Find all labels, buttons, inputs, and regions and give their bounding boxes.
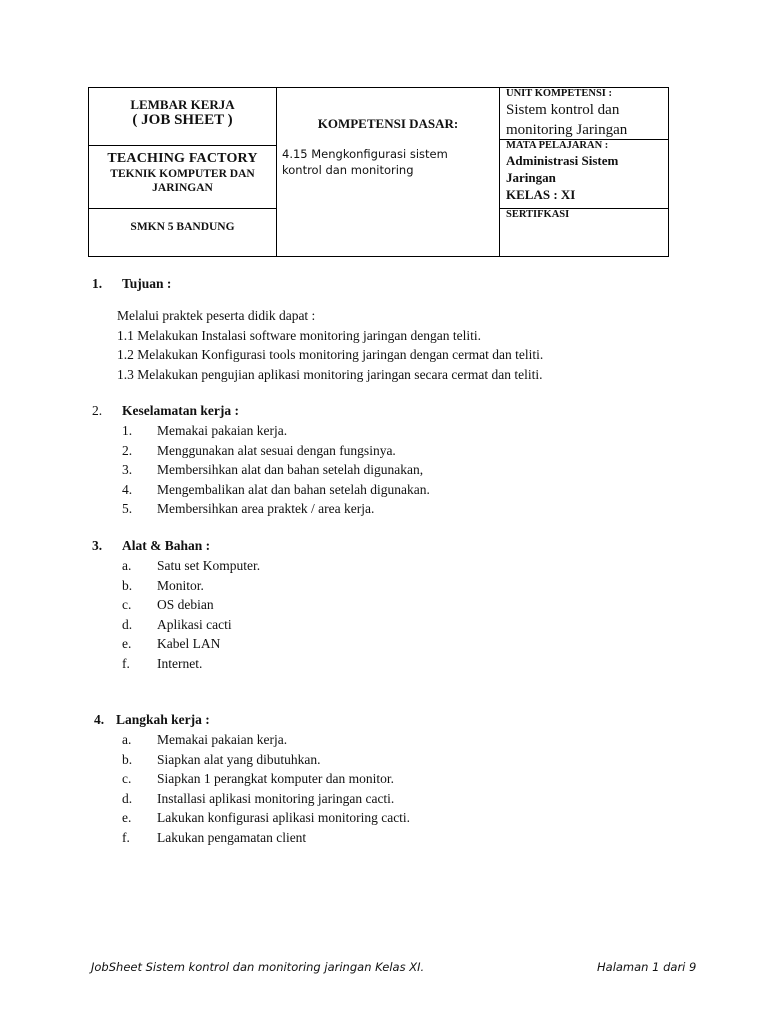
section-number: 2. [92,403,103,418]
section-title-tujuan: Tujuan : [122,276,172,291]
list-marker: a. [122,732,132,747]
list-item: 1.3 Melakukan pengujian aplikasi monitoring jaringan secara cermat dan teliti. [117,366,543,382]
list-text: OS debian [157,597,214,612]
sertifikasi-label: SERTIFKASI [506,209,570,220]
section-title-langkah: Langkah kerja : [116,712,210,727]
section-title-alat-bahan: Alat & Bahan : [122,538,211,553]
list-item [122,750,410,770]
lembar-kerja-title: LEMBAR KERJA [130,97,235,112]
list-marker: e. [122,810,132,825]
list-item [122,441,430,461]
alat-bahan-list [122,556,260,673]
list-item [122,730,410,750]
list-item [122,789,410,809]
list-marker: 3. [122,462,133,477]
unit-kompetensi-line2: monitoring Jaringan [506,122,628,138]
mata-pelajaran-line2: Jaringan [506,170,556,185]
list-item [122,421,430,441]
unit-kompetensi-label: UNIT KOMPETENSI : [506,88,612,99]
list-marker: b. [122,577,133,593]
list-item [122,615,260,635]
list-text: Membersihkan area praktek / area kerja. [157,501,375,516]
list-item [122,499,430,519]
list-marker: 1. [122,423,133,438]
list-text: Kabel LAN [157,636,221,651]
tujuan-list [117,306,543,384]
school-name: SMKN 5 BANDUNG [130,221,235,233]
keselamatan-list [122,421,430,519]
lembar-kerja-cell [89,88,276,145]
list-text: Monitor. [157,577,204,593]
list-marker: 5. [122,501,133,516]
page-number: Halaman 1 dari 9 [597,960,697,974]
section-number: 3. [92,538,103,553]
header-table [88,87,669,257]
list-marker: a. [122,558,132,573]
list-text: Installasi aplikasi monitoring jaringan cacti. [157,790,395,806]
kompetensi-dasar-label: KOMPETENSI DASAR: [317,116,459,131]
list-item [122,634,260,654]
mata-pelajaran-cell [504,140,669,203]
kelas-value: KELAS : XI [506,187,576,202]
jurusan-line1: TEKNIK KOMPUTER DAN [110,168,255,180]
mata-pelajaran-line1: Administrasi Sistem [506,153,619,168]
list-marker: c. [122,597,132,612]
list-item [122,808,410,828]
teaching-factory-cell [89,146,276,208]
list-marker: b. [122,751,133,767]
list-item: 1.2 Melakukan Konfigurasi tools monitoring jaringan dengan cermat dan teliti. [117,347,544,362]
list-text: Memakai pakaian kerja. [157,423,288,438]
list-text: Lakukan konfigurasi aplikasi monitoring cacti. [157,810,411,825]
list-marker: e. [122,636,132,651]
list-item: 1.1 Melakukan Instalasi software monitoring jaringan dengan teliti. [117,327,482,343]
list-marker: c. [122,771,132,786]
section-number: 4. [94,712,105,727]
list-text: Mengembalikan alat dan bahan setelah digunakan. [157,481,430,497]
divider [499,88,500,256]
tujuan-intro: Melalui praktek peserta didik dapat : [117,308,316,323]
teaching-factory-title: TEACHING FACTORY [107,151,258,166]
kompetensi-dasar-line2: kontrol dan monitoring [282,163,414,177]
list-text: Siapkan alat yang dibutuhkan. [157,751,321,767]
job-sheet-title: ( JOB SHEET ) [132,112,233,128]
footer-title: JobSheet Sistem kontrol dan monitoring jaringan Kelas XI. [91,960,425,974]
unit-kompetensi-cell [504,88,669,140]
list-item [122,556,260,576]
section-number: 1. [92,276,103,291]
list-text: Internet. [157,655,203,671]
list-item [122,460,430,480]
kompetensi-dasar-line1: 4.15 Mengkonfigurasi sistem [282,147,448,161]
list-marker: d. [122,616,133,632]
section-title-keselamatan: Keselamatan kerja : [122,403,239,418]
list-marker: 4. [122,481,133,497]
list-item [122,654,260,674]
list-text: Membersihkan alat dan bahan setelah digunakan, [157,462,424,477]
list-text: Menggunakan alat sesuai dengan fungsinya. [157,442,396,458]
mata-pelajaran-label: MATA PELAJARAN : [506,140,609,151]
unit-kompetensi-line1: Sistem kontrol dan [506,102,620,118]
list-item [122,828,410,848]
list-item [122,769,410,789]
kompetensi-dasar-value [282,146,497,178]
list-marker: d. [122,790,133,806]
list-item [122,480,430,500]
langkah-list [122,730,410,847]
list-text: Memakai pakaian kerja. [157,732,288,747]
list-text: Aplikasi cacti [157,616,232,632]
list-marker: f. [122,829,130,845]
list-item [122,595,260,615]
list-text: Lakukan pengamatan client [157,829,307,845]
list-text: Siapkan 1 perangkat komputer dan monitor. [157,771,394,786]
jurusan-line2: JARINGAN [152,182,213,194]
list-text: Satu set Komputer. [157,558,261,573]
list-marker: 2. [122,442,133,458]
list-marker: f. [122,655,130,671]
list-item [122,576,260,596]
